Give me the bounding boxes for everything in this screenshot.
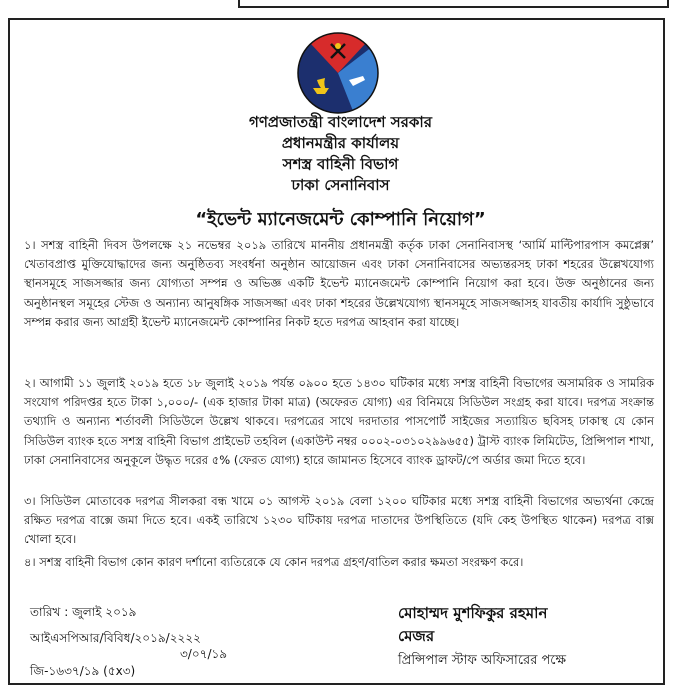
date-line: তারিখ : জুলাই ২০১৯	[30, 605, 137, 619]
header-line-location: ঢাকা সেনানিবাস	[291, 176, 390, 194]
header-line-office: প্রধানমন্ত্রীর কার্যালয়	[281, 134, 400, 152]
top-border-box	[238, 0, 669, 8]
paragraph-3: ৩। সিডিউল মোতাবেক দরপত্র সীলকরা বন্ধ খামে ০১ আগস্ট ২০১৯ বেলা ১২০০ ঘটিকার মধ্যে সশস্ত্র বাহিনী বিভাগের অভ্যর্থনা কেন্দ্রে রক্ষিত দরপত্র বাক্সে জমা দিতে হবে। একই তারিখে ১২৩০ ঘটিকায় দরপত্র দাতাদের উপস্থিতিতে (যদি কেহ উপস্থিত থাকেন) দরপত্র বাক্স খোলা হবে।	[24, 494, 654, 547]
paragraph-4: ৪। সশস্ত্র বাহিনী বিভাগ কোন কারণ দর্শানো ব্যতিরেকে যে কোন দরপত্র গ্রহণ/বাতিল করার ক্ষমতা সংরক্ষণ করে।	[24, 555, 524, 569]
reference-date: ৩/০৭/১৯	[180, 647, 228, 661]
signatory-rank: মেজর	[398, 627, 435, 645]
signatory-name: মোহাম্মদ মুশফিকুর রহমান	[398, 604, 548, 622]
g-number: জি-১৬৩৭/১৯ (৫x৩)	[30, 664, 136, 678]
signatory-role: প্রিন্সিপাল স্টাফ অফিসারের পক্ষে	[398, 653, 567, 668]
header-line-government: গণপ্রজাতন্ত্রী বাংলাদেশ সরকার	[249, 113, 432, 131]
reference-number: আইএসপিআর/বিবিধ/২০১৯/২২২২	[30, 631, 201, 645]
paragraph-1: ১। সশস্ত্র বাহিনী দিবস উপলক্ষে ২১ নভেম্বর ২০১৯ তারিখে মাননীয় প্রধানমন্ত্রী কর্তৃক ঢাকা সেনানিবাসস্থ ‘আর্মি মাল্টিপারপাস কমপ্লেক্স’ খেতাবপ্রাপ্ত মুক্তিযোদ্ধাদের জন্য অনুষ্ঠিতব্য সংবর্ধনা অনুষ্ঠান আয়োজন এবং ঢাকা সেনানিবাসের অভ্যন্তরসহ ঢাকা শহরের উল্লেখযোগ্য স্থানসমূহে সাজসজ্জার জন্য যোগ্যতা সম্পন্ন ও অভিজ্ঞ একটি ইভেন্ট ম্যানেজমেন্ট কোম্পানি নিয়োগ করা হবে। উক্ত অনুষ্ঠানের জন্য অনুষ্ঠানস্থল সমূহের স্টেজ ও অন্যান্য আনুষঙ্গিক সাজসজ্জা এবং ঢাকা শহরের উল্লেখযোগ্য স্থানসমূহে সাজসজ্জাসহ যাবতীয় কার্যাদি সুষ্ঠুভাবে সম্পন্ন করার জন্য আগ্রহী ইভেন্ট ম্যানেজমেন্ট কোম্পানির নিকট হতে দরপত্র আহবান করা যাচ্ছে।	[24, 238, 654, 329]
notice-title: “ইভেন্ট ম্যানেজমেন্ট কোম্পানি নিয়োগ”	[195, 209, 486, 230]
paragraph-2: ২। আগামী ১১ জুলাই ২০১৯ হতে ১৮ জুলাই ২০১৯ পর্যন্ত ০৯০০ হতে ১৪৩০ ঘটিকার মধ্যে সশস্ত্র বাহিনী বিভাগের অসামরিক ও সামরিক সংযোগ পরিদপ্তর হতে টাকা ১,০০০/- (এক হাজার টাকা মাত্র) (অফেরত যোগ্য) এর বিনিময়ে সিডিউল সংগ্রহ করা যাবে। দরপত্র সংক্রান্ত তথ্যাদি ও অন্যান্য শর্তাবলী সিডিউলে উল্লেখ থাকবে। দরপত্রের সাথে দরদাতার পাসপোর্ট সাইজের সত্যায়িত ছবিসহ ঢাকাস্থ যে কোন সিডিউল ব্যাংক হতে সশস্ত্র বাহিনী বিভাগ প্রাইভেট তহবিল (একাউন্ট নম্বর ০০০২-০৩১০২৯৯৬৫৫) ট্রাস্ট ব্যাংক লিমিটেড, প্রিন্সিপাল শাখা, ঢাকা সেনানিবাসের অনুকূলে উদ্ধৃত দরের ৫% (ফেরত যোগ্য) হারে জামানত হিসেবে ব্যাংক ড্রাফট/পে অর্ডার জমা দিতে হবে।	[24, 376, 654, 467]
armed-forces-emblem	[295, 30, 381, 116]
header-line-division: সশস্ত্র বাহিনী বিভাগ	[282, 155, 399, 173]
